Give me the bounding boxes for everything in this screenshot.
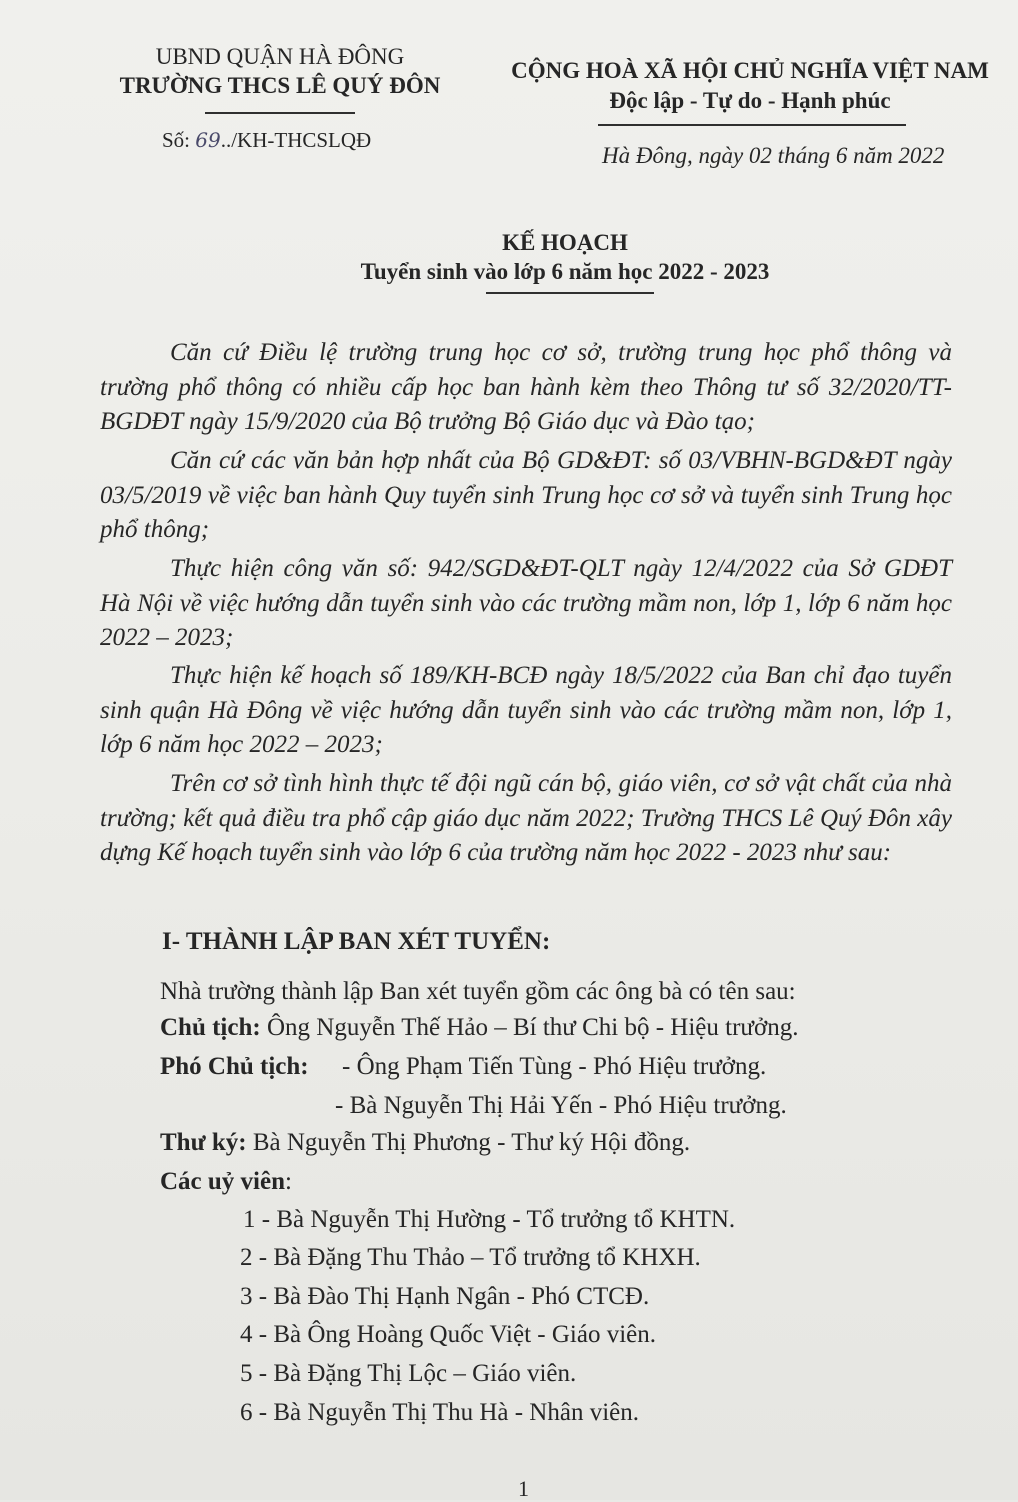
chairman-value: Ông Nguyễn Thế Hảo – Bí thư Chi bộ - Hiệu trưởng.: [260, 1014, 799, 1041]
paragraph-legal-basis-4: Thực hiện kế hoạch số 189/KH-BCĐ ngày 18/5/2022 của Ban chỉ đạo tuyển sinh quận Hà Đông về việc hướng dẫn tuyển sinh vào các trường mầm non, lớp 1, lớp 6 năm học 2022 – 2023;: [100, 662, 952, 758]
page-number: 1: [518, 1476, 529, 1501]
member-item: 3 - Bà Đào Thị Hạnh Ngân - Phó CTCĐ.: [240, 1283, 650, 1310]
paragraph-legal-basis-2: Căn cứ các văn bản hợp nhất của Bộ GD&ĐT: số 03/VBHN-BGD&ĐT ngày 03/5/2019 về việc ban hành Quy tuyển sinh Trung học cơ sở và tuyển sinh Trung học phổ thông;: [100, 447, 952, 543]
header-right-rule: [598, 124, 906, 126]
place-date: Hà Đông, ngày 02 tháng 6 năm 2022: [602, 143, 945, 168]
members-label-line: [160, 1168, 292, 1196]
document-number: [162, 128, 371, 153]
header-left-rule: [205, 112, 355, 114]
vice-chairman-label: Phó Chủ tịch:: [160, 1053, 309, 1080]
doc-number-suffix: ../KH-THCSLQĐ: [220, 128, 372, 152]
member-item: 2 - Bà Đặng Thu Thảo – Tổ trưởng tổ KHXH.: [240, 1244, 701, 1271]
vice-chairman-2: - Bà Nguyễn Thị Hải Yến - Phó Hiệu trưởng.: [335, 1092, 787, 1119]
paragraph-legal-basis-3: Thực hiện công văn số: 942/SGD&ĐT-QLT ngày 12/4/2022 của Sở GDĐT Hà Nội về việc hướng dẫn tuyển sinh vào các trường mầm non, lớp 1, lớp 6 năm học 2022 – 2023;: [100, 555, 952, 651]
members-colon: :: [285, 1168, 292, 1195]
doc-number-handwritten: 69: [195, 128, 221, 152]
secretary-line: [160, 1129, 690, 1157]
chairman-label: Chủ tịch:: [160, 1014, 261, 1041]
document-title: KẾ HOẠCH: [502, 230, 628, 255]
paragraph-legal-basis-1: Căn cứ Điều lệ trường trung học cơ sở, trường trung học phổ thông và trường phổ thông có nhiều cấp học ban hành kèm theo Thông tư số 32/2020/TT-BGDĐT ngày 15/9/2020 của Bộ trưởng Bộ Giáo dục và Đào tạo;: [100, 339, 952, 435]
school-name: TRƯỜNG THCS LÊ QUÝ ĐÔN: [119, 73, 441, 98]
member-item: 6 - Bà Nguyễn Thị Thu Hà - Nhân viên.: [240, 1399, 639, 1426]
member-item: 5 - Bà Đặng Thị Lộc – Giáo viên.: [240, 1360, 577, 1387]
vice-chairman-1: - Ông Phạm Tiến Tùng - Phó Hiệu trưởng.: [342, 1053, 767, 1080]
doc-number-prefix: Số:: [162, 128, 196, 152]
motto: Độc lập - Tự do - Hạnh phúc: [609, 88, 891, 113]
chairman-line: [160, 1014, 798, 1042]
member-item: 1 - Bà Nguyễn Thị Hường - Tổ trưởng tổ KHTN.: [243, 1206, 736, 1233]
secretary-value: Bà Nguyễn Thị Phương - Thư ký Hội đồng.: [246, 1129, 691, 1156]
section-heading: I- THÀNH LẬP BAN XÉT TUYỂN:: [162, 928, 551, 955]
nation-name: CỘNG HOÀ XÃ HỘI CHỦ NGHĨA VIỆT NAM: [511, 58, 989, 83]
paragraph-context: Trên cơ sở tình hình thực tế đội ngũ cán bộ, giáo viên, cơ sở vật chất của nhà trường; kết quả điều tra phổ cập giáo dục năm 2022; Trường THCS Lê Quý Đôn xây dựng Kế hoạch tuyển sinh vào lớp 6 của trường năm học 2022 - 2023 như sau:: [100, 770, 952, 866]
document-subtitle: Tuyển sinh vào lớp 6 năm học 2022 - 2023: [360, 259, 770, 284]
title-rule: [486, 292, 654, 294]
member-item: 4 - Bà Ông Hoàng Quốc Việt - Giáo viên.: [240, 1321, 657, 1348]
members-label: Các uỷ viên: [160, 1168, 285, 1195]
agency-name: UBND QUẬN HÀ ĐÔNG: [155, 44, 405, 69]
secretary-label: Thư ký:: [160, 1129, 247, 1156]
section-intro: Nhà trường thành lập Ban xét tuyển gồm các ông bà có tên sau:: [160, 978, 796, 1005]
